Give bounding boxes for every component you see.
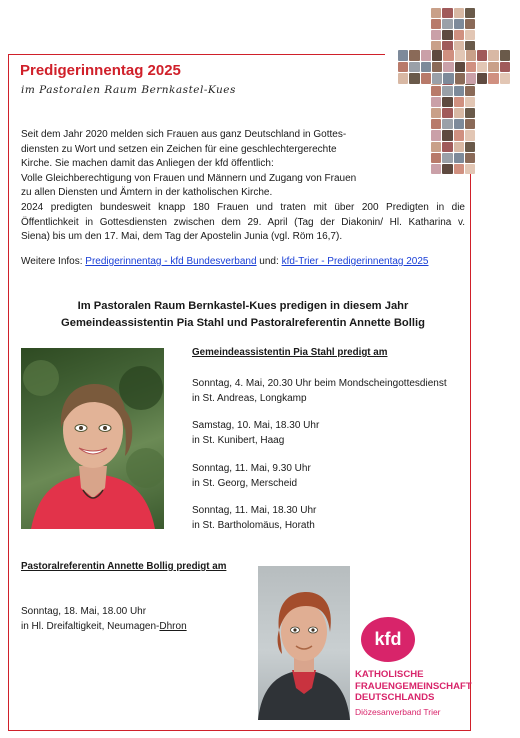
- portrait-tile: [454, 30, 464, 40]
- intro-paragraph-line: Öffentlichkeit in Gottesdiensten zwischen dem 29. April (Tag der Diakonin/ Hl. Katharina v.: [21, 216, 465, 228]
- intro-paragraph-line: 2024 predigten bundesweit knapp 180 Frauen und traten mit über 200 Predigten in die: [21, 201, 465, 213]
- portrait-tile: [443, 62, 453, 73]
- portrait-tile: [442, 108, 452, 118]
- kfd-logo-subtitle: Diözesanverband Trier: [355, 707, 441, 717]
- portrait-tile: [455, 73, 465, 84]
- photo-annette-bollig: [258, 566, 350, 720]
- intro-text: [21, 128, 465, 245]
- page-subtitle: im Pastoralen Raum Bernkastel-Kues: [21, 84, 236, 96]
- portrait-cross-horizontal: [398, 50, 510, 84]
- portrait-tile: [398, 62, 408, 73]
- kfd-logo-name-line: DEUTSCHLANDS: [355, 692, 435, 703]
- portrait-tile: [421, 50, 431, 61]
- kfd-logo-icon: kfd: [361, 617, 415, 662]
- portrait-tile: [455, 62, 465, 73]
- link-kfd-trier[interactable]: kfd-Trier - Predigerinnentag 2025: [281, 256, 429, 267]
- portrait-tile: [465, 153, 475, 163]
- red-frame-bottom: [385, 730, 471, 731]
- portrait-tile: [488, 50, 498, 61]
- service-entry: [192, 418, 319, 448]
- service-place: in St. Kunibert, Haag: [192, 435, 285, 446]
- portrait-tile: [465, 86, 475, 96]
- service-place: [21, 619, 187, 634]
- portrait-tile: [454, 86, 464, 96]
- portrait-illustration: [258, 566, 350, 720]
- portrait-tile: [454, 19, 464, 29]
- portrait-tile: [421, 62, 431, 73]
- preacher1-heading: Gemeindeassistentin Pia Stahl predigt am: [192, 347, 388, 358]
- portrait-tile: [432, 62, 442, 73]
- portrait-tile: [465, 119, 475, 129]
- service-entry: [192, 461, 311, 491]
- portrait-tile: [409, 62, 419, 73]
- red-frame-right: [470, 142, 471, 731]
- portrait-tile: [454, 108, 464, 118]
- service-entry: [21, 604, 187, 634]
- portrait-tile: [409, 73, 419, 84]
- kfd-logo-name-line: KATHOLISCHE: [355, 669, 424, 680]
- page-title: Predigerinnentag 2025: [20, 62, 181, 79]
- service-date: Sonntag, 11. Mai, 9.30 Uhr: [192, 463, 311, 474]
- portrait-tile: [454, 8, 464, 18]
- section-heading: [21, 298, 465, 332]
- portrait-tile: [477, 73, 487, 84]
- section-heading-line: Im Pastoralen Raum Bernkastel-Kues predigen in diesem Jahr: [77, 300, 409, 312]
- portrait-tile: [432, 73, 442, 84]
- portrait-tile: [443, 73, 453, 84]
- portrait-tile: [431, 8, 441, 18]
- service-date: Sonntag, 11. Mai, 18.30 Uhr: [192, 505, 317, 516]
- portrait-tile: [477, 50, 487, 61]
- portrait-tile: [465, 8, 475, 18]
- portrait-illustration: [21, 348, 164, 529]
- kfd-logo-name-line: FRAUENGEMEINSCHAFT: [355, 680, 472, 692]
- portrait-tile: [466, 73, 476, 84]
- portrait-tile: [431, 108, 441, 118]
- portrait-tile: [442, 86, 452, 96]
- portrait-tile: [431, 19, 441, 29]
- portrait-tile: [465, 30, 475, 40]
- portrait-tile: [409, 50, 419, 61]
- service-place-underlined: Dhron: [159, 621, 187, 632]
- portrait-tile: [455, 50, 465, 61]
- portrait-tile: [454, 97, 464, 107]
- portrait-tile: [465, 142, 475, 152]
- intro-line: Volle Gleichberechtigung von Frauen und Männern und Zugang von Frauen: [21, 172, 357, 184]
- portrait-tile: [500, 62, 510, 73]
- service-date: Sonntag, 4. Mai, 20.30 Uhr beim Mondscheingottesdienst: [192, 378, 447, 389]
- portrait-tile: [466, 50, 476, 61]
- service-place: in St. Georg, Merscheid: [192, 478, 298, 489]
- portrait-tile: [465, 108, 475, 118]
- portrait-tile: [442, 30, 452, 40]
- portrait-tile: [500, 50, 510, 61]
- intro-paragraph-line: Siena) bis um den 17. Mai, dem Tag der Apostelin Junia (vgl. Röm 16,7).: [21, 231, 343, 243]
- service-date: Sonntag, 18. Mai, 18.00 Uhr: [21, 606, 147, 617]
- intro-line: Kirche. Sie machen damit das Anliegen der kfd öffentlich:: [21, 158, 274, 170]
- portrait-tile: [500, 73, 510, 84]
- further-info-label: Weitere Infos:: [21, 256, 86, 267]
- portrait-tile: [442, 8, 452, 18]
- further-info: [21, 256, 429, 267]
- intro-line: diensten zu Wort und setzen ein Zeichen für eine geschlechtergerechte: [21, 143, 337, 155]
- link-kfd-bundesverband[interactable]: Predigerinnentag - kfd Bundesverband: [85, 256, 257, 267]
- portrait-tile: [466, 62, 476, 73]
- further-info-connector: und:: [256, 256, 282, 267]
- portrait-tile: [465, 164, 475, 174]
- portrait-tile: [443, 50, 453, 61]
- portrait-tile: [488, 73, 498, 84]
- portrait-tile: [465, 130, 475, 140]
- portrait-tile: [431, 86, 441, 96]
- intro-line: Seit dem Jahr 2020 melden sich Frauen aus ganz Deutschland in Gottes-: [21, 129, 347, 140]
- portrait-tile: [477, 62, 487, 73]
- portrait-tile: [431, 30, 441, 40]
- kfd-logo-name: [355, 669, 472, 704]
- preacher2-heading: Pastoralreferentin Annette Bollig predigt am: [21, 561, 227, 572]
- portrait-tile: [431, 97, 441, 107]
- portrait-tile: [465, 97, 475, 107]
- portrait-tile: [442, 19, 452, 29]
- service-place-prefix: in Hl. Dreifaltigkeit, Neumagen-: [21, 621, 160, 632]
- portrait-tile: [398, 73, 408, 84]
- portrait-tile: [442, 97, 452, 107]
- portrait-tile: [465, 19, 475, 29]
- service-date: Samstag, 10. Mai, 18.30 Uhr: [192, 420, 320, 431]
- service-entry: [192, 376, 447, 406]
- portrait-tile: [421, 73, 431, 84]
- service-entry: [192, 503, 316, 533]
- portrait-tile: [488, 62, 498, 73]
- service-place: in St. Andreas, Longkamp: [192, 393, 307, 404]
- portrait-tile: [432, 50, 442, 61]
- section-heading-line: Gemeindeassistentin Pia Stahl und Pastoralreferentin Annette Bollig: [61, 317, 425, 329]
- intro-line: zu allen Diensten und Ämtern in der katholischen Kirche.: [21, 187, 273, 199]
- service-place: in St. Bartholomäus, Horath: [192, 520, 315, 531]
- photo-pia-stahl: [21, 348, 164, 529]
- portrait-tile: [398, 50, 408, 61]
